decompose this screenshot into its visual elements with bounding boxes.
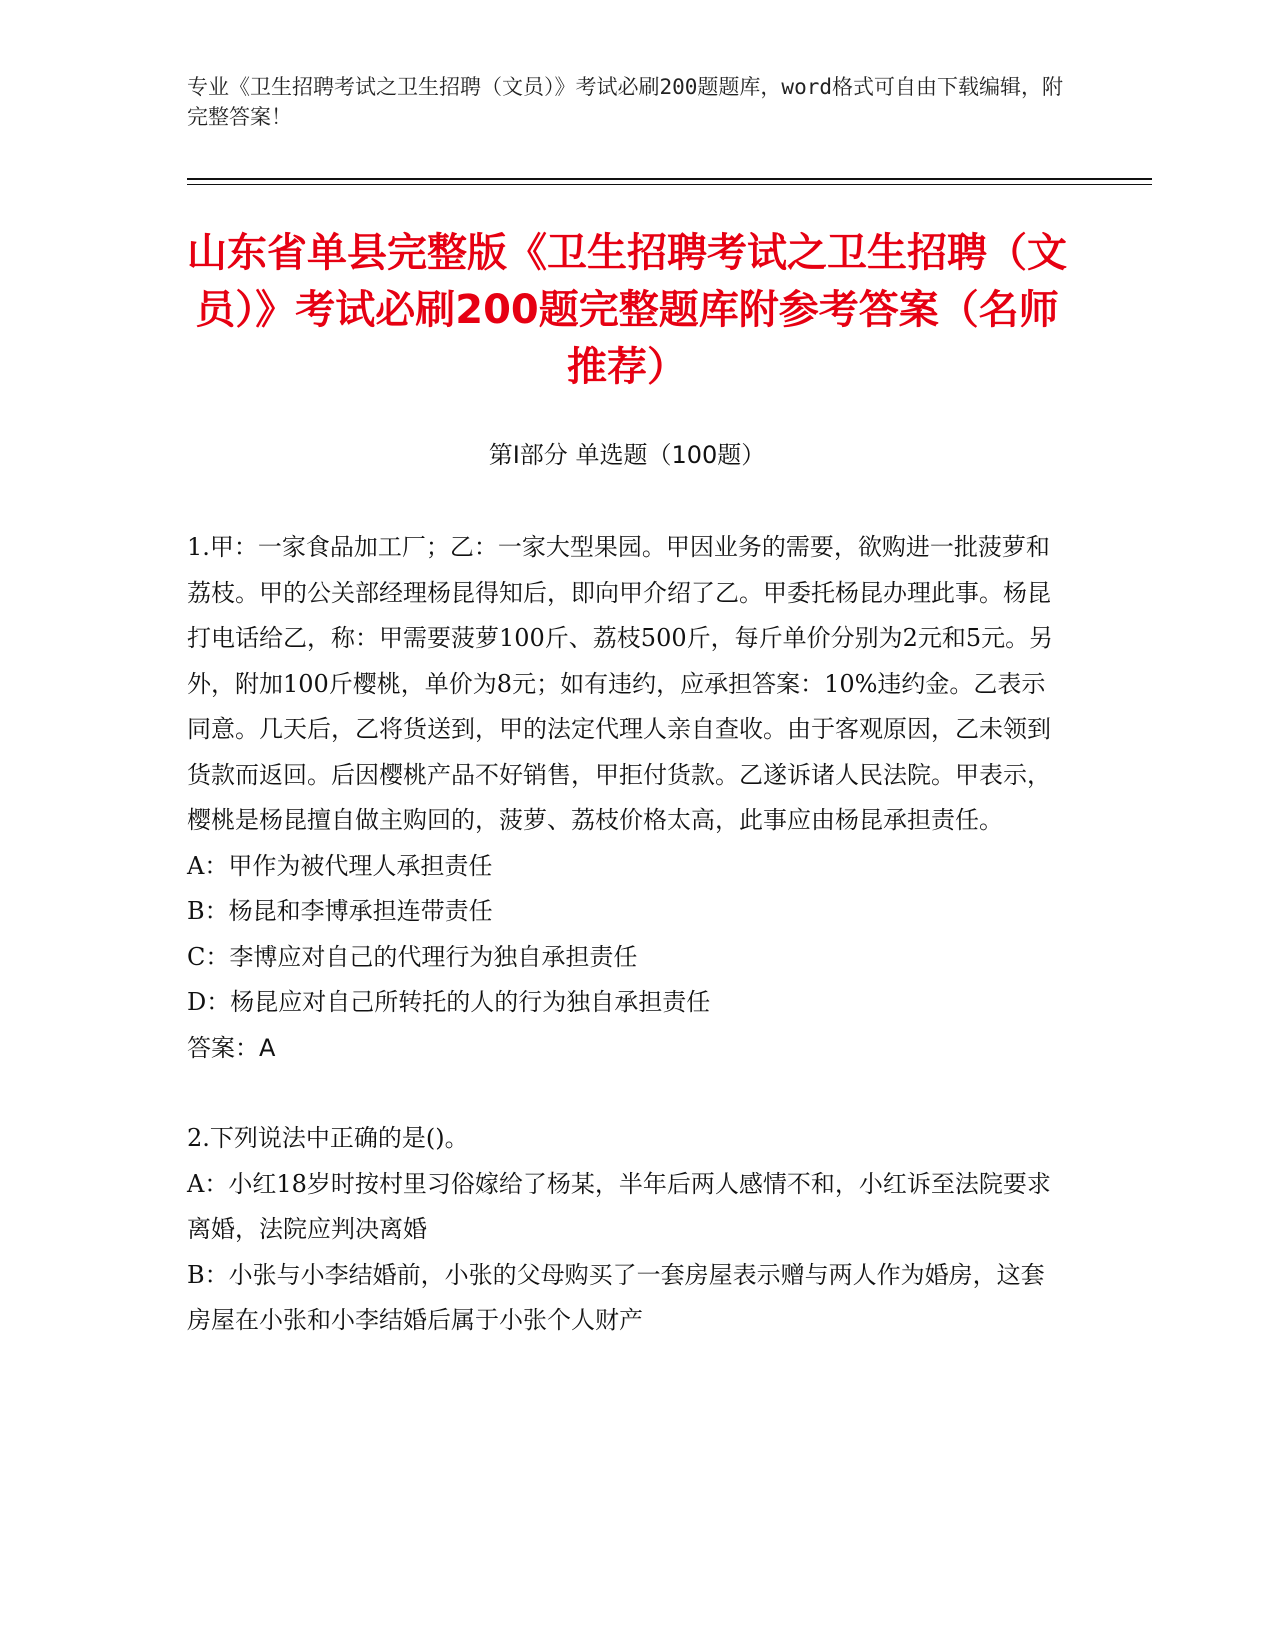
option-a: A：小红18岁时按村里习俗嫁给了杨某，半年后两人感情不和，小红诉至法院要求离婚，法院应判决离婚 [187,1169,1051,1243]
header-rule-thick [187,178,1152,180]
document-title: 山东省单县完整版《卫生招聘考试之卫生招聘（文员）》考试必刷200题完整题库附参考答案（名师推荐） [187,230,1067,390]
option-d: D：杨昆应对自己所转托的人的行为独自承担责任 [187,988,711,1016]
answer-line: 答案：A [187,1033,276,1062]
header-note: 专业《卫生招聘考试之卫生招聘（文员）》考试必刷200题题库，word格式可自由下载编辑，附完整答案！ [187,75,1063,129]
question-2 [187,1116,1067,1344]
question-spacer [187,1071,1067,1116]
question-1 [187,525,1067,1071]
option-a: A：甲作为被代理人承担责任 [187,851,493,880]
option-c: C：李博应对自己的代理行为独自承担责任 [187,942,638,971]
question-stem: 1.甲：一家食品加工厂；乙：一家大型果园。甲因业务的需要，欲购进一批菠萝和荔枝。甲的公关部经理杨昆得知后，即向甲介绍了乙。甲委托杨昆办理此事。杨昆打电话给乙，称：甲需要菠萝100斤、荔枝500斤，每斤单价分别为2元和5元。另外，附加100斤樱桃，单价为8元；如有违约，应承担答案：10%违约金。乙表示同意。几天后，乙将货送到，甲的法定代理人亲自查收。由于客观原因，乙未领到货款而返回。后因樱桃产品不好销售，甲拒付货款。乙遂诉诸人民法院。甲表示，樱桃是杨昆擅自做主购回的，菠萝、荔枝价格太高，此事应由杨昆承担责任。 [187,533,1054,834]
option-b: B：杨昆和李博承担连带责任 [187,897,493,925]
question-list [187,525,1067,1344]
option-b: B：小张与小李结婚前，小张的父母购买了一套房屋表示赠与两人作为婚房，这套房屋在小张和小李结婚后属于小张个人财产 [187,1260,1045,1334]
question-stem: 2.下列说法中正确的是()。 [187,1124,469,1152]
section-heading: 第I部分 单选题（100题） [488,441,766,469]
header-rule-thin [187,184,1152,185]
